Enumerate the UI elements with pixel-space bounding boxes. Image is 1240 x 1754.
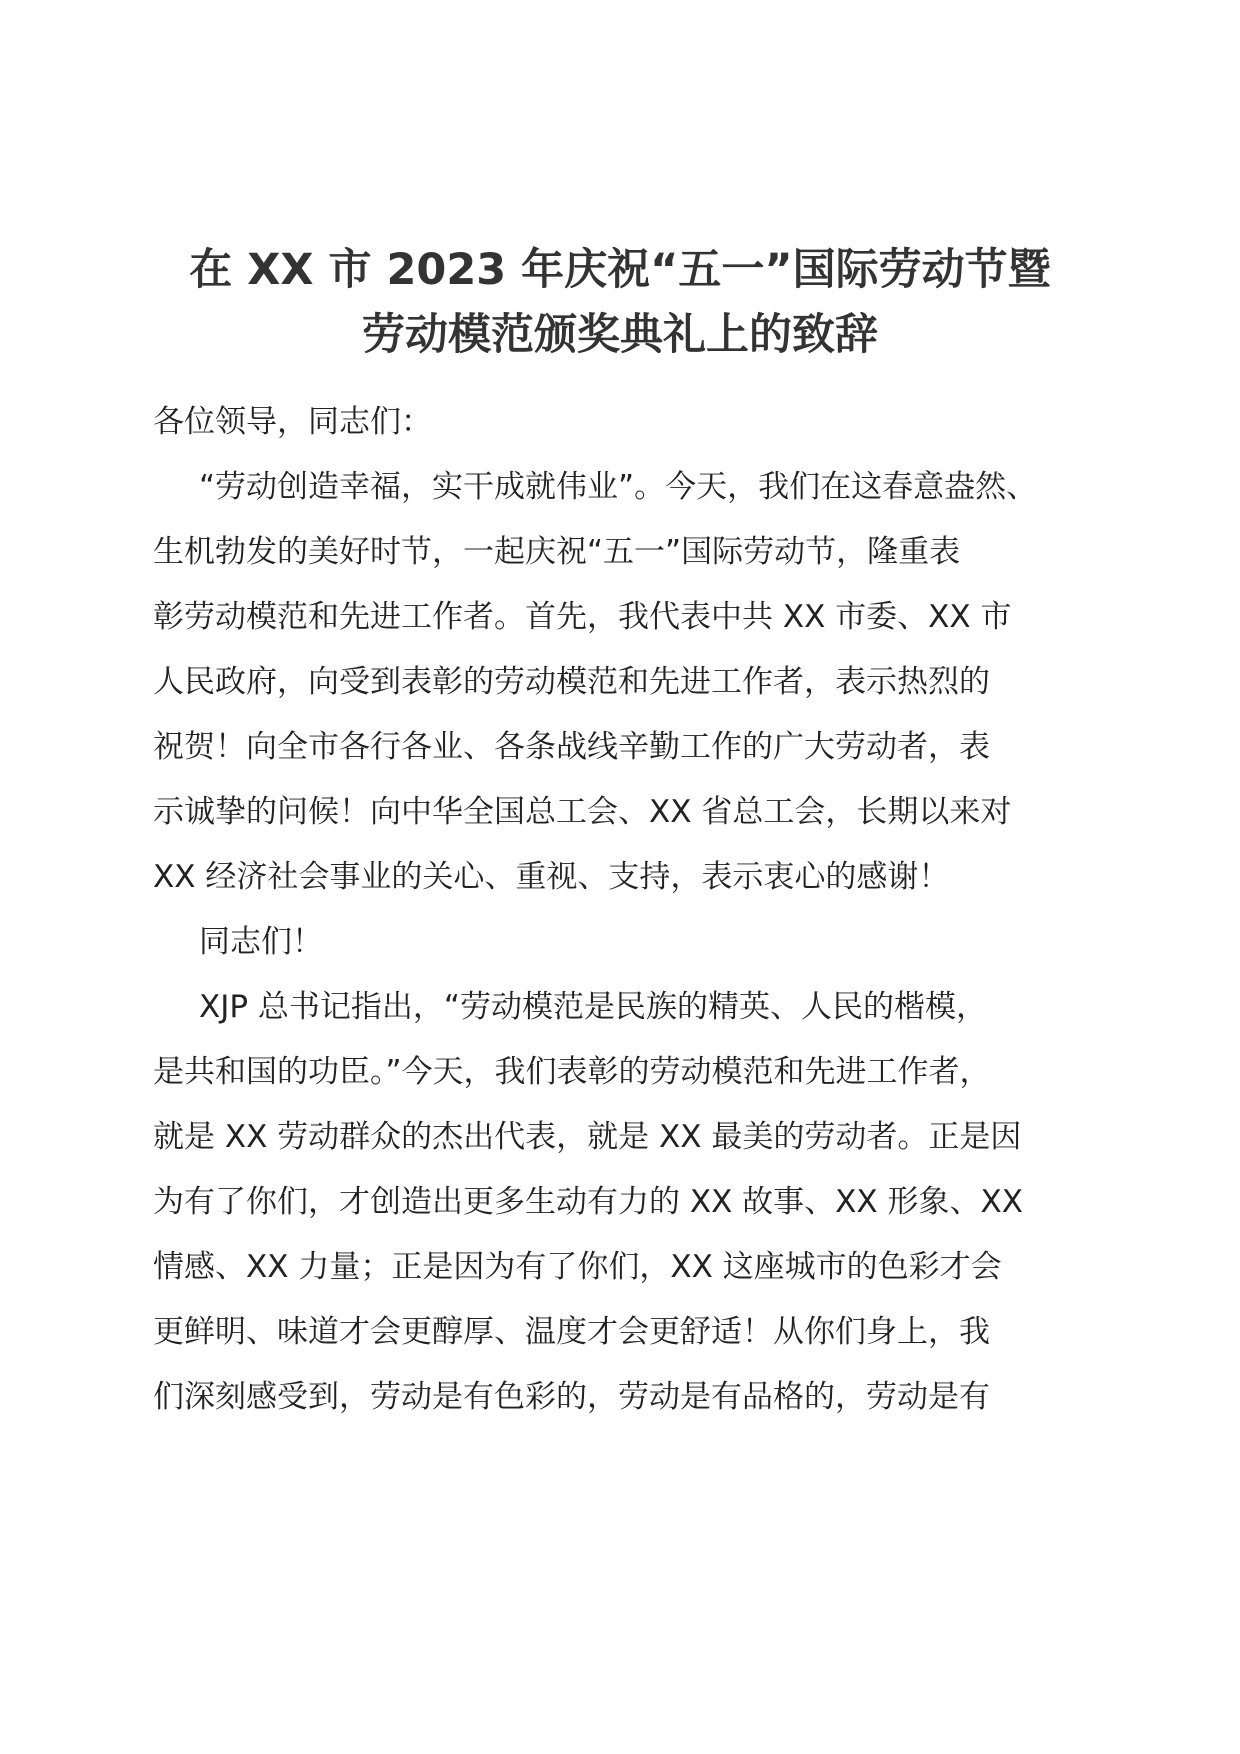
salutation-line: 各位领导，同志们：: [153, 404, 432, 440]
paragraph-line: 情感、XX 力量；正是因为有了你们，XX 这座城市的色彩才会: [153, 1249, 1002, 1285]
paragraph-line: 示诚挚的问候！向中华全国总工会、XX 省总工会，长期以来对: [153, 794, 1012, 830]
paragraph-line: 生机勃发的美好时节，一起庆祝“五一”国际劳动节，隆重表: [153, 534, 961, 570]
document-body: [153, 390, 1093, 1430]
paragraph-line: 就是 XX 劳动群众的杰出代表，就是 XX 最美的劳动者。正是因: [153, 1119, 1022, 1155]
paragraph-line: 们深刻感受到，劳动是有色彩的，劳动是有品格的，劳动是有: [153, 1379, 990, 1415]
paragraph-line: XJP 总书记指出，“劳动模范是民族的精英、人民的楷模，: [199, 989, 987, 1025]
paragraph-line: 更鲜明、味道才会更醇厚、温度才会更舒适！从你们身上，我: [153, 1314, 990, 1350]
title-line-2: 劳动模范颁奖典礼上的致辞: [362, 310, 878, 360]
paragraph-line: “劳动创造幸福，实干成就伟业”。今天，我们在这春意盎然、: [199, 469, 1038, 505]
paragraph-line: 祝贺！向全市各行各业、各条战线辛勤工作的广大劳动者，表: [153, 729, 990, 765]
paragraph-line: 同志们！: [199, 924, 323, 960]
paragraph-line: 是共和国的功臣。”今天，我们表彰的劳动模范和先进工作者，: [153, 1054, 991, 1090]
title-line-1: 在 XX 市 2023 年庆祝“五一”国际劳动节暨: [189, 245, 1051, 295]
paragraph-line: 彰劳动模范和先进工作者。首先，我代表中共 XX 市委、XX 市: [153, 599, 1012, 635]
document-title: [140, 238, 1100, 368]
paragraph-line: 为有了你们，才创造出更多生动有力的 XX 故事、XX 形象、XX: [153, 1184, 1023, 1220]
paragraph-line: 人民政府，向受到表彰的劳动模范和先进工作者，表示热烈的: [153, 664, 990, 700]
paragraph-line: XX 经济社会事业的关心、重视、支持，表示衷心的感谢！: [153, 859, 950, 895]
